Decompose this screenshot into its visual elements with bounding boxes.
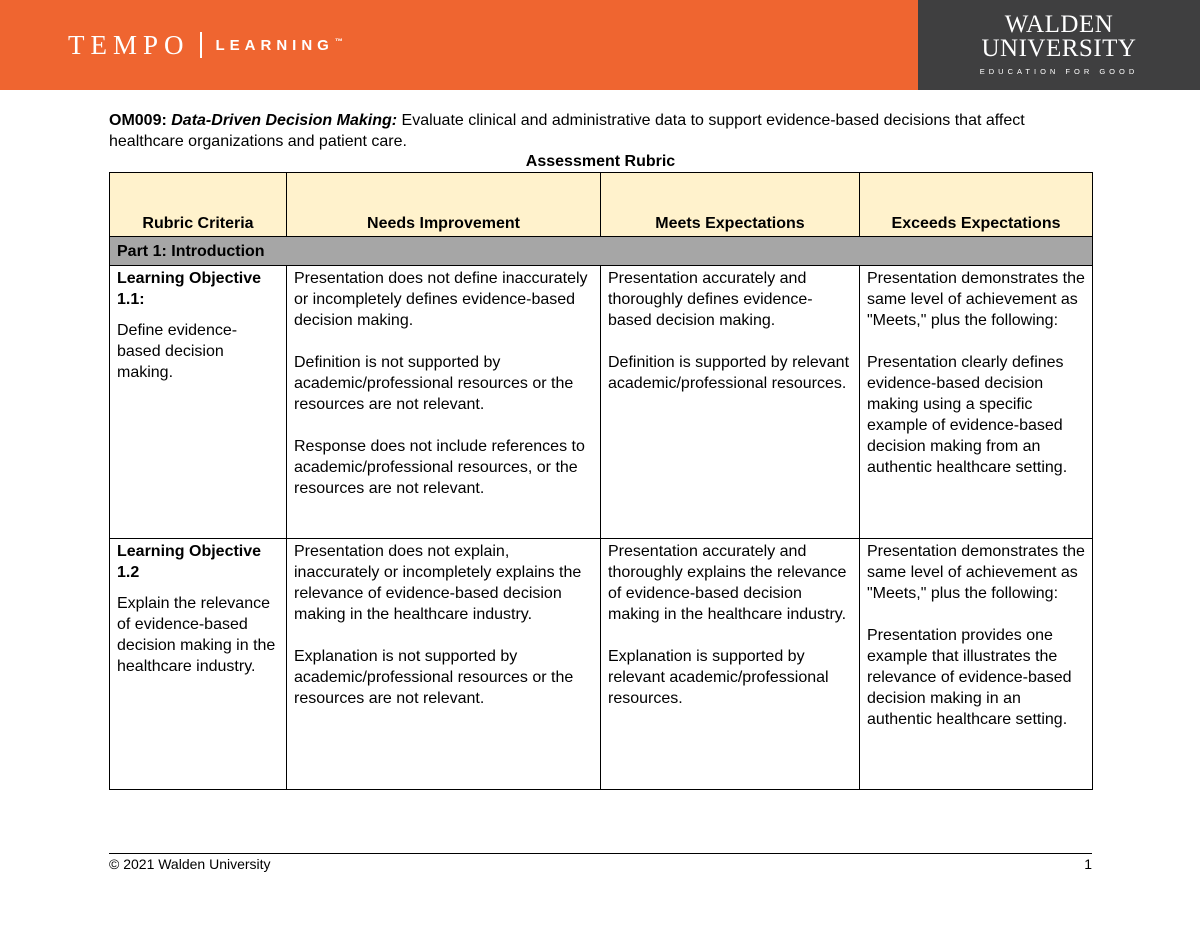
footer-divider: [109, 853, 1092, 854]
cell-paragraph: Presentation accurately and thoroughly explains the relevance of evidence-based decision making in the healthcare industry.: [608, 543, 847, 623]
cell-paragraph: Presentation does not define inaccurately or incompletely defines evidence-based decision making.: [294, 270, 588, 329]
cell-paragraph: Presentation demonstrates the same level of achievement as "Meets," plus the following:: [867, 270, 1085, 329]
criteria-cell: [110, 539, 287, 790]
cell-paragraph: Response does not include references to academic/professional resources, or the resources are not relevant.: [294, 438, 585, 497]
header-rubric-criteria: Rubric Criteria: [110, 173, 287, 237]
table-row: [110, 266, 1093, 539]
rubric-title: Assessment Rubric: [525, 153, 676, 170]
rubric-header-row: [110, 173, 1093, 237]
part-label: Part 1: Introduction: [110, 237, 1093, 266]
walden-logo-line1: WALDEN: [1004, 11, 1114, 38]
cell-paragraph: Presentation does not explain, inaccurately or incompletely explains the relevance of evidence-based decision making in the healthcare industry.: [294, 543, 582, 623]
walden-logo-line2: UNIVERSITY: [981, 35, 1137, 62]
tempo-learning-logo: [68, 28, 343, 62]
cell-paragraph: Explanation is not supported by academic/professional resources or the resources are not relevant.: [294, 648, 574, 707]
exceeds-expectations-cell: [860, 539, 1093, 790]
cell-paragraph: Presentation accurately and thoroughly defines evidence-based decision making.: [608, 270, 813, 329]
cell-paragraph: Presentation provides one example that illustrates the relevance of evidence-based decision making in an authentic healthcare setting.: [867, 627, 1072, 728]
cell-paragraph: Explanation is supported by relevant academic/professional resources.: [608, 648, 829, 707]
assessment-rubric-table: [109, 172, 1093, 790]
header-banner: [0, 0, 1200, 90]
tempo-logo-word: TEMPO: [68, 29, 190, 60]
needs-improvement-cell: [287, 539, 601, 790]
meets-expectations-cell: [601, 539, 860, 790]
walden-university-logo: [918, 0, 1200, 90]
objective-code: OM009:: [109, 112, 167, 129]
course-objective: [109, 110, 1094, 152]
cell-paragraph: Definition is not supported by academic/professional resources or the resources are not relevant.: [294, 354, 574, 413]
header-exceeds-expectations: Exceeds Expectations: [860, 173, 1093, 237]
objective-text: Evaluate clinical and administrative data to support evidence-based decisions that affect healthcare organizations and patient care.: [109, 112, 1025, 150]
criteria-cell: [110, 266, 287, 539]
learning-logo-word: LEARNING™: [215, 36, 343, 54]
header-needs-improvement: Needs Improvement: [287, 173, 601, 237]
learning-objective-description: Define evidence-based decision making.: [117, 322, 238, 381]
page-number: 1: [1084, 856, 1092, 872]
footer-copyright: © 2021 Walden University: [109, 856, 271, 872]
table-row: [110, 539, 1093, 790]
cell-paragraph: Definition is supported by relevant academic/professional resources.: [608, 354, 850, 392]
logo-divider: [200, 32, 202, 58]
walden-tagline: EDUCATION FOR GOOD: [979, 67, 1139, 76]
meets-expectations-cell: [601, 266, 860, 539]
cell-paragraph: Presentation clearly defines evidence-based decision making using a specific example of evidence-based decision making from an authentic healthcare setting.: [867, 354, 1068, 476]
learning-objective-description: Explain the relevance of evidence-based decision making in the healthcare industry.: [117, 595, 276, 675]
part-row: [110, 237, 1093, 266]
needs-improvement-cell: [287, 266, 601, 539]
header-meets-expectations: Meets Expectations: [601, 173, 860, 237]
learning-objective-title: Learning Objective 1.1:: [117, 270, 262, 308]
learning-objective-title: Learning Objective 1.2: [117, 543, 262, 581]
objective-name: Data-Driven Decision Making:: [171, 112, 398, 129]
exceeds-expectations-cell: [860, 266, 1093, 539]
cell-paragraph: Presentation demonstrates the same level of achievement as "Meets," plus the following:: [867, 543, 1085, 602]
